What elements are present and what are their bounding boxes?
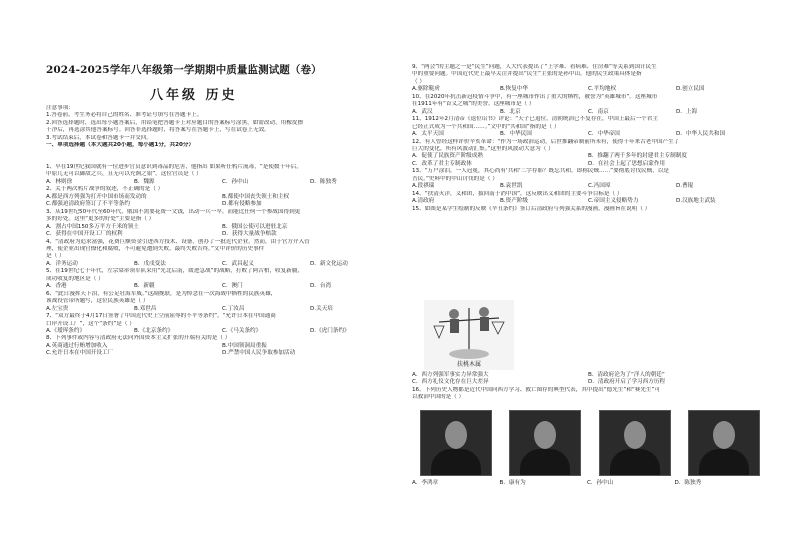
option: B．北京 (500, 108, 521, 115)
question-block (412, 116, 764, 138)
left-question-column (46, 164, 398, 358)
option: D.《虎门条约》 (310, 327, 350, 334)
option: A.驱除鞑虏 (412, 86, 440, 93)
question-block (46, 186, 398, 208)
question-text: 6、“此日漫挥天下泪，有公足壮海军威。”这副挽联，是为悼念在一次海战中牺牲的民族英雄， (46, 290, 277, 297)
question-text: 4、“清政府为追求富强，花费巨额资金引进西方技术、设备，创办了一批近代企业。然而，由于官方介入管 (46, 238, 310, 245)
question-block (46, 335, 398, 357)
option: D.创立民国 (676, 86, 705, 93)
option: C．中华帝国 (588, 131, 620, 138)
question-text: 理，使企业出现官僚化和腐败，不可避免遭到失败，最终失败告终。”文中评价的历史事件 (46, 245, 265, 252)
option: D．新文化运动 (310, 260, 348, 267)
question-text: 15、如图是某学生绘制的反映《辛丑条约》签订后清政府与列强关系的漫画，漫画旨在说明（ ） (412, 205, 651, 212)
option: B.袁世凯 (500, 183, 523, 190)
portrait-label: D．陈独秀 (674, 480, 702, 486)
option: C.都强迫清政府签订了不平等条约 (46, 201, 130, 208)
portrait-image (509, 410, 581, 476)
question-text: 多的好处。这里“更多的好处”主要是指（ ） (46, 216, 155, 223)
question-block (412, 86, 764, 93)
option: B．戊戌变法 (134, 260, 166, 267)
question-block (46, 268, 398, 290)
question-text: 成功收复的地区是（ ） (46, 275, 104, 282)
option: A．武汉 (412, 108, 433, 115)
q16-line: 16、下列历史人物都是近代中国向西方学习、救亡图存的典型代表，其中提出“德先生”和“赛先生”可 (412, 386, 661, 393)
option: C.丁汝昌 (222, 305, 245, 312)
option: C．武昌起义 (222, 260, 254, 267)
notes-item: 干净后，再选涂其他答案标号。回答非选择题时，将答案写在答题卡上，写在试卷上无效。 (46, 127, 270, 134)
cartoon-caption: 扶桃木属 (456, 361, 482, 368)
option: A．西方列强军事实力异常强大 (412, 372, 489, 378)
option: A.都是西方列强为打开中国市场而发动的 (46, 193, 147, 200)
option: A．割占中国150多万平方千米的领土 (46, 223, 139, 230)
exam-title: 2024-2025学年八年级第一学期期中质量监测试题（卷） (46, 64, 322, 76)
q15-cartoon-image (424, 300, 514, 370)
option: B.都使中国丧失领土和主权 (222, 193, 290, 200)
option: C．南京 (588, 108, 609, 115)
option: A．促使了民族资产阶级成熟 (412, 153, 483, 160)
option: D．在社会上起了思想启蒙作用 (588, 160, 666, 167)
notes-item: 2.回答选择题时，选出每小题答案后，用铅笔把答题卡上对应题目的答案标号涂黑，如需改动，用橡皮擦 (46, 119, 304, 126)
option: D．获得大量战争赔款 (222, 231, 277, 238)
option: A．太平天国 (412, 131, 444, 138)
option: C.允许日本在中国开设工厂 (46, 350, 114, 357)
option: C.平均地权 (588, 86, 617, 93)
question-text: 是（ ） (46, 253, 65, 260)
portrait-image (688, 410, 760, 476)
option: D.汉族地主武装 (676, 198, 716, 205)
option: B.邓世昌 (134, 305, 157, 312)
section-heading: 一、单项选择题（本大题共20小题，每小题1分，共20分） (46, 142, 195, 149)
question-block (412, 206, 764, 213)
question-text: 1、早在19世纪我国就有一位进步官员意识到毒品的危害，他指出 如果听任鸦片流毒，“是使数十年后， (46, 164, 302, 170)
option: D．中华人民共和国 (676, 131, 726, 138)
portrait-label: A．李鸿章 (412, 480, 439, 486)
question-text: 3、从19世纪50年代至60年代，俄国不需要花费一文钱，出动一兵一卒，而能比任何一个参战国得到更 (46, 208, 301, 215)
option: C．西方礼仪文化存在巨大差异 (412, 379, 489, 386)
option: C．孙中山 (222, 178, 249, 185)
question-text: 口岸开设工厂”，这个“条约”是（ ） (46, 320, 135, 327)
question-text: 5、在19世纪七十年代，左宗棠率领军队采用“先北后南，缓进急战”的战略，打败了阿古柏，收复新疆， (46, 268, 304, 275)
portrait-image (420, 410, 492, 476)
question-text: 吾民。”史料中的中山讨伐的是（ ） (412, 175, 498, 182)
option: C.冯国璋 (588, 183, 611, 190)
notes-item: 1.答卷前，考生务必将自己的姓名、准考证号填写在答题卡上。 (46, 112, 203, 119)
option: D.曹锟 (676, 183, 694, 190)
option: D．陈独秀 (310, 178, 337, 185)
question-block (412, 64, 764, 86)
option: B.资产阶级 (500, 198, 528, 205)
question-block (46, 313, 398, 335)
option: D.严禁中国人民争取参加活动 (222, 350, 296, 357)
question-block (412, 94, 764, 116)
option: B．新疆 (134, 283, 155, 290)
option: C．澳门 (222, 283, 243, 290)
option: B．俄国公使可以进驻北京 (222, 223, 288, 230)
notes-item: 3.考试结束后，本试卷和答题卡一并交回。 (46, 134, 153, 141)
option: A.段祺瑞 (412, 183, 435, 190)
question-text: 13、“万户涂泪，一人冠冕，其心尚有‘共和’二字存耶？既忘共和，即称民贼……”要彻底讨伐民贼，以是 (412, 168, 670, 175)
notes-heading: 注意事项： (46, 105, 74, 111)
option: A．林则徐 (46, 178, 73, 185)
option: B.中国领洞局重振 (222, 342, 267, 349)
option: B．魏源 (134, 178, 155, 185)
q15-options (412, 372, 764, 402)
option: A.清政府 (412, 198, 435, 205)
option: D．台湾 (310, 283, 332, 290)
portrait-label: B．康有为 (499, 480, 526, 486)
option: B.《北京条约》 (134, 327, 174, 334)
question-text: 在1911年有“首义之城”的美誉。这座城市是（ ） (412, 101, 535, 108)
question-text: 11、1912年2月清帝《退位诏书》评论：“天子已退位，清朝统治已不复存在，中国上最后一个君主 (412, 116, 658, 123)
option: A.英商通过行贿增加收入 (46, 342, 108, 349)
option: B．清政府沦为了“洋人的朝廷” (588, 372, 665, 378)
question-block (46, 164, 398, 186)
option: A.左宝贵 (46, 305, 69, 312)
q16-portraits (420, 410, 760, 484)
q16-labels (412, 478, 762, 486)
question-text: 12、有人曾经这样评价辛亥革命：“作为一场政治运动，后世推翻帝制前所未有，使得千年来古老中国产生了 (412, 138, 680, 145)
option: D.都有侵略参加 (222, 201, 262, 208)
portrait-label: C．孙中山 (587, 480, 614, 486)
option: C.帝国主义侵略势力 (588, 198, 639, 205)
question-text: 9、“两会”的主题之一是“民生”问题，人大代表提出了“上学难、看病难、住房难”等关系到国计民生 (412, 64, 657, 70)
option: D.关天培 (310, 305, 333, 312)
question-block (46, 209, 398, 239)
question-text: 已经正式成为一个共和国……。”文中的“共和国”指的是（ ） (412, 123, 560, 130)
question-text: 7、“双方最终于4月17日签署了中国近代史上空前屈辱的不平等条约”，“允许日本在中国通商 (46, 313, 276, 320)
option: C.《马关条约》 (222, 327, 262, 334)
option: C．改革了君主专制政体 (412, 160, 472, 167)
question-block (412, 168, 764, 190)
question-text: 该战役管带所题写，这位民族英雄是（ ） (46, 298, 149, 305)
right-question-column (412, 64, 764, 213)
option: A.《瑷珲条约》 (46, 327, 86, 334)
portrait-image (599, 410, 671, 476)
option: （ ） (412, 78, 425, 85)
notes-block (46, 105, 398, 149)
question-text: 8、下列事件或内容与清政府无法向外国资本主义扩张的开端有关的是（ ） (46, 335, 231, 342)
exam-subtitle: 八年级 历史 (150, 88, 238, 103)
option: D．清政府开启了学习西方历程 (588, 379, 666, 386)
question-text: 14、“扶清灭洋，义和团，拔回南于消中国”，这反映出义和团的主要斗争目标是（ ） (412, 190, 623, 197)
q16-line: 以救治中国的是（ ） (412, 394, 465, 401)
option: B．中华民国 (500, 131, 532, 138)
question-block (46, 291, 398, 313)
question-block (46, 239, 398, 269)
option: D．上海 (676, 108, 698, 115)
option: B.恢复中华 (500, 86, 528, 93)
question-text: 巨大的变化，所有风波动汇集。”这里的风波动大意为（ ） (412, 145, 554, 152)
question-text: 2、关于两次鸦片战争的叙述，不正确的是（ ） (46, 186, 164, 193)
option: B．推翻了两千多年的封建君主专制制度 (588, 153, 687, 160)
question-block (412, 191, 764, 206)
question-text: 中原几无可以御敌之兵，且无可以充饷之银”。这位官员是（ ） (46, 171, 202, 178)
question-text: 10、在2020年抗击新冠疫情斗争中，有一座城市作出了重大的牺牲，被誉为“英雄城市”。这座城市 (412, 93, 658, 100)
question-text: 中的重要问题。中国近代史上最早关注并提出“民生”主张的是孙中山，他的民生政策具体是指 (412, 71, 642, 78)
option: A．洋务运动 (46, 260, 78, 267)
question-block (412, 139, 764, 169)
option: A．香港 (46, 283, 67, 290)
option: C．获得在中国开设工厂的权利 (46, 231, 123, 238)
